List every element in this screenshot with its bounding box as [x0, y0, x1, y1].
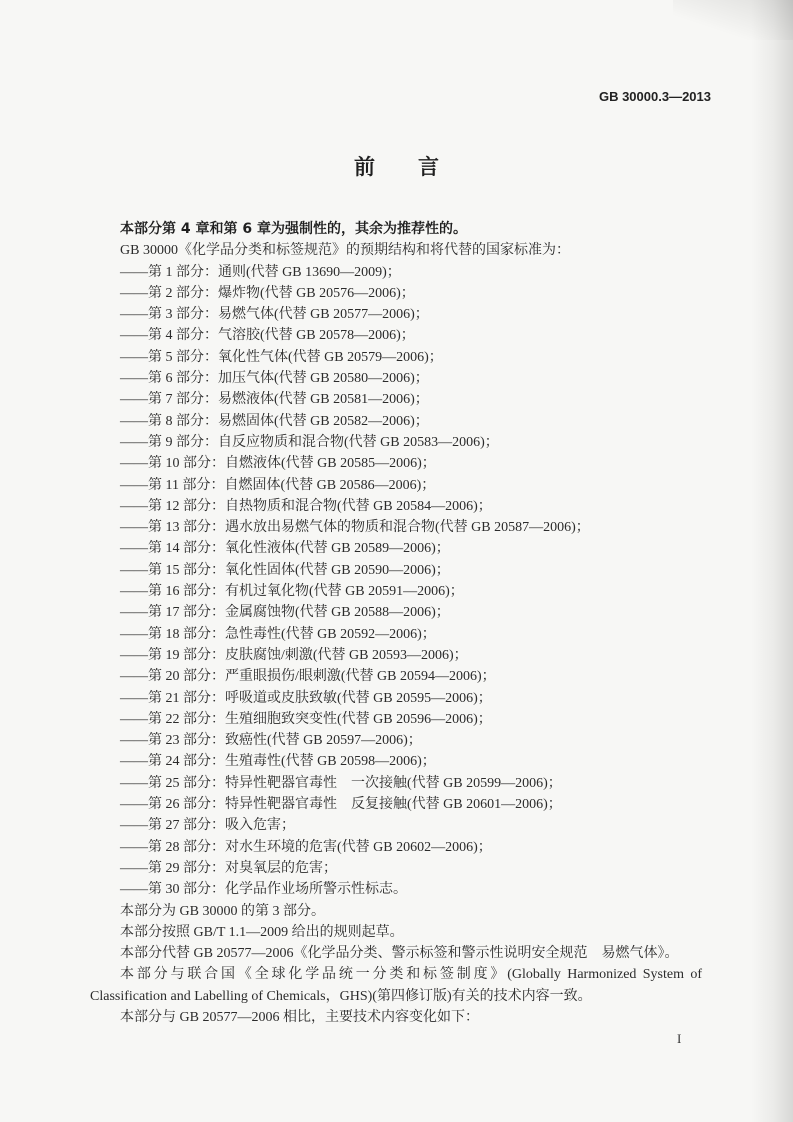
part-list-item: ——第 26 部分：特异性靶器官毒性 反复接触(代替 GB 20601—2006)；	[120, 797, 562, 813]
part-list-item: ——第 8 部分：易燃固体(代替 GB 20582—2006)；	[120, 413, 429, 429]
part-list-item: ——第 23 部分：致癌性(代替 GB 20597—2006)；	[120, 733, 422, 749]
part-list-item: ——第 18 部分：急性毒性(代替 GB 20592—2006)；	[120, 626, 436, 642]
page-number: I	[677, 1031, 682, 1046]
foreword-body	[90, 219, 702, 1028]
part-list-item: ——第 1 部分：通则(代替 GB 13690—2009)；	[120, 264, 401, 280]
part-list-item: ——第 29 部分：对臭氧层的危害；	[120, 860, 337, 876]
part-list-item: ——第 13 部分：遇水放出易燃气体的物质和混合物(代替 GB 20587—2006)；	[120, 520, 590, 536]
part-list-item: ——第 28 部分：对水生环境的危害(代替 GB 20602—2006)；	[120, 839, 492, 855]
part-list-item: ——第 5 部分：氧化性气体(代替 GB 20579—2006)；	[120, 349, 443, 365]
page-title: 前 言	[354, 155, 450, 179]
part-list-item: ——第 2 部分：爆炸物(代替 GB 20576—2006)；	[120, 285, 415, 301]
part-list-item: ——第 16 部分：有机过氧化物(代替 GB 20591—2006)；	[120, 584, 464, 600]
part-list-item: ——第 21 部分：呼吸道或皮肤致敏(代替 GB 20595—2006)；	[120, 690, 492, 706]
drafting-rules-statement: 本部分按照 GB/T 1.1—2009 给出的规则起草。	[120, 924, 404, 940]
part-list-item: ——第 15 部分：氧化性固体(代替 GB 20590—2006)；	[120, 562, 450, 578]
part-list-item: ——第 9 部分：自反应物质和混合物(代替 GB 20583—2006)；	[120, 434, 499, 450]
part-list-item: ——第 25 部分：特异性靶器官毒性 一次接触(代替 GB 20599—2006)；	[120, 775, 562, 791]
part-list-item: ——第 12 部分：自热物质和混合物(代替 GB 20584—2006)；	[120, 498, 492, 514]
mandatory-note: 本部分第 4 章和第 6 章为强制性的，其余为推荐性的。	[120, 221, 467, 237]
part-list-item: ——第 3 部分：易燃气体(代替 GB 20577—2006)；	[120, 307, 429, 323]
part-list-item: ——第 14 部分：氧化性液体(代替 GB 20589—2006)；	[120, 541, 450, 557]
structure-note: GB 30000《化学品分类和标签规范》的预期结构和将代替的国家标准为：	[120, 243, 570, 259]
changes-intro-statement: 本部分与 GB 20577—2006 相比，主要技术内容变化如下：	[120, 1009, 479, 1025]
part-list-item: ——第 19 部分：皮肤腐蚀/刺激(代替 GB 20593—2006)；	[120, 647, 468, 663]
ghs-consistency-statement: 本部分与联合国《全球化学品统一分类和标签制度》(Globally Harmonized System of Classification and Labelling of Chemicals，GHS)(第四修订版)有关的技术内容一致。	[90, 967, 702, 1004]
part-list	[90, 262, 702, 901]
part-list-item: ——第 7 部分：易燃液体(代替 GB 20581—2006)；	[120, 392, 429, 408]
part-list-item: ——第 6 部分：加压气体(代替 GB 20580—2006)；	[120, 371, 429, 387]
part-list-item: ——第 22 部分：生殖细胞致突变性(代替 GB 20596—2006)；	[120, 711, 492, 727]
replacement-statement: 本部分代替 GB 20577—2006《化学品分类、警示标签和警示性说明安全规范 易燃气体》。	[120, 946, 679, 962]
scan-corner-shadow	[673, 0, 793, 40]
part-list-item: ——第 11 部分：自燃固体(代替 GB 20586—2006)；	[120, 477, 436, 493]
part-list-item: ——第 10 部分：自燃液体(代替 GB 20585—2006)；	[120, 456, 436, 472]
part-list-item: ——第 24 部分：生殖毒性(代替 GB 20598—2006)；	[120, 754, 436, 770]
part-list-item: ——第 27 部分：吸入危害；	[120, 818, 295, 834]
part-list-item: ——第 4 部分：气溶胶(代替 GB 20578—2006)；	[120, 328, 415, 344]
standard-code-header: GB 30000.3—2013	[598, 89, 711, 104]
part-statement: 本部分为 GB 30000 的第 3 部分。	[120, 903, 325, 919]
part-list-item: ——第 30 部分：化学品作业场所警示性标志。	[120, 882, 407, 898]
part-list-item: ——第 17 部分：金属腐蚀物(代替 GB 20588—2006)；	[120, 605, 450, 621]
part-list-item: ——第 20 部分：严重眼损伤/眼刺激(代替 GB 20594—2006)；	[120, 669, 496, 685]
